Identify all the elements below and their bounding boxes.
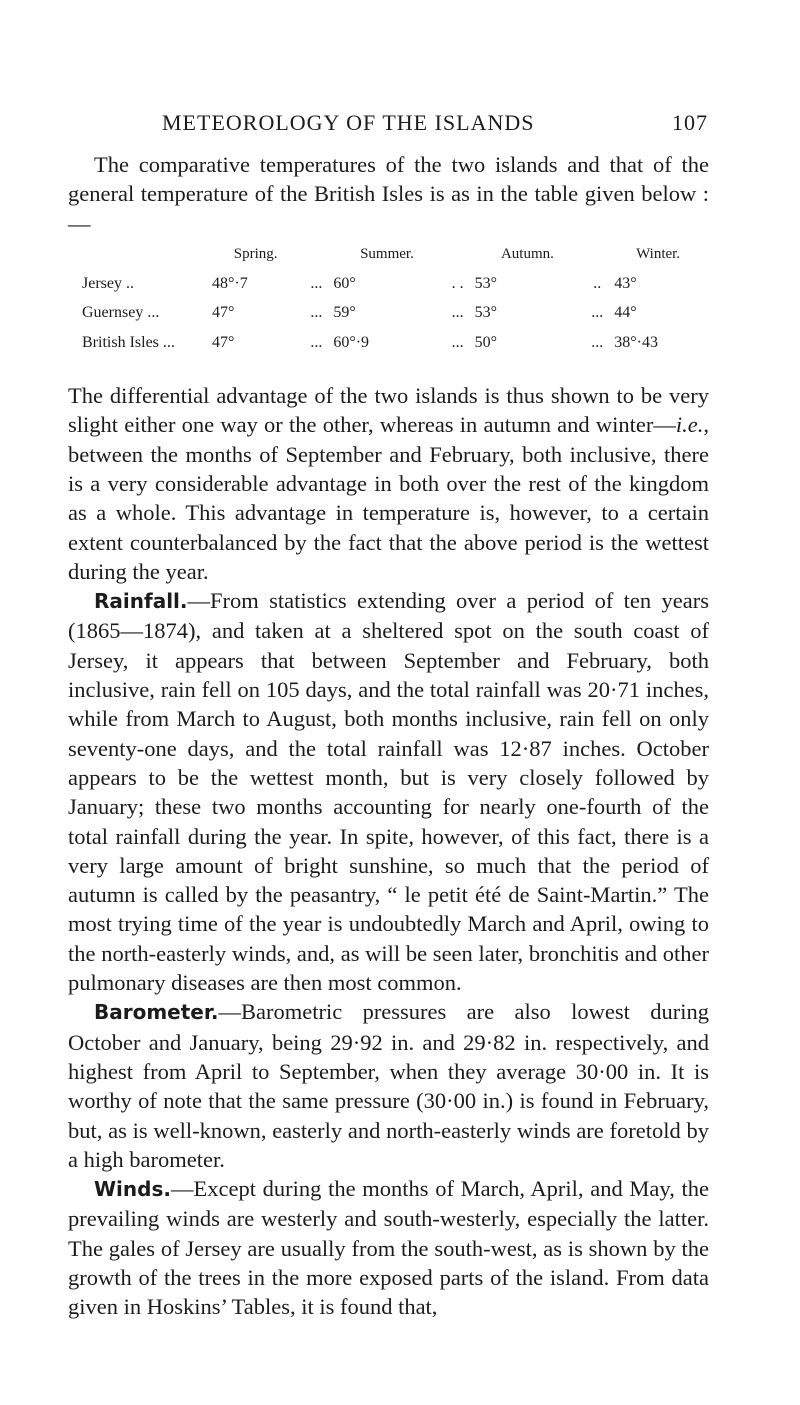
body-text	[68, 150, 709, 1322]
column-header-winter: Winter.	[636, 245, 681, 262]
rainfall-paragraph	[68, 586, 709, 997]
temperature-table	[82, 240, 702, 357]
leader-dots: ...	[591, 333, 604, 351]
summer-cell: 59°	[333, 304, 356, 322]
leader-dots: ..	[593, 275, 602, 293]
ie-abbreviation: i.e.	[675, 412, 704, 438]
spring-cell: 48°·7	[212, 275, 248, 293]
rainfall-text: —From statistics extending over a period of ten years (1865—1874), and taken at a sheltered spot on the south coast of Jersey, it appears that between September and February, both inclusive, rain fell on 105 days, and the total rainfall was 20·71 inches, while from March to August, both months inclusive, rain fell on only seventy-one days, and the total rainfall was 12·87 inches. October appears to be the wettest month, but is very closely followed by January; these two months accounting for nearly one-fourth of the total rainfall during the year. In spite, however, of this fact, there is a very large amount of bright sunshine, so much that the period of autumn is called by the peasantry, “ le petit été de Saint-Martin.” The most trying time of the year is undoubtedly March and April, owing to the north-easterly winds, and, as will be seen later, bronchitis and other pulmonary diseases are then most common.	[68, 588, 709, 996]
spring-cell: 47°	[212, 304, 235, 322]
column-header-spring: Spring.	[233, 245, 278, 262]
barometer-heading: Barometer.	[94, 1000, 219, 1025]
running-header	[68, 110, 708, 140]
differential-paragraph: The differential advantage of the two islands is thus shown to be very slight either one way or the other, whereas in autumn and winter—i.e., between the months of September and February, both inclusive, there is a very considerable advantage in both over the rest of the kingdom as a whole. This advantage in temperature is, however, to a certain extent counterbalanced by the fact that the above period is the wettest during the year.	[68, 383, 709, 584]
autumn-cell: 53°	[474, 275, 498, 293]
winds-text: —Except during the months of March, April, and May, the prevailing winds are westerly and south-westerly, especially the latter. The gales of Jersey are usually from the south-west, as is shown by the growth of the trees in the more exposed parts of the island. From data given in Hoskins’ Tables, it is found that,	[68, 1176, 709, 1320]
rainfall-heading: Rainfall.	[94, 589, 188, 614]
column-header-summer: Summer.	[360, 245, 414, 262]
place-cell: Jersey ..	[82, 275, 134, 293]
table-row	[82, 328, 702, 357]
barometer-text: —Barometric pressures are also lowest during October and January, being 29·92 in. and 29·82 in. respectively, and highest from April to September, when they average 30·00 in. It is worthy of note that the same pressure (30·00 in.) is found in February, but, as is well-known, easterly and north-easterly winds are foretold by a high barometer.	[68, 999, 709, 1172]
summer-cell: 60°·9	[333, 333, 370, 351]
place-cell: British Isles ...	[82, 333, 175, 351]
header-title: METEOROLOGY OF THE ISLANDS	[162, 110, 535, 135]
table-row	[82, 269, 702, 298]
winds-paragraph	[68, 1174, 709, 1321]
leader-dots: ...	[310, 304, 323, 322]
leader-dots: ...	[451, 333, 464, 351]
spring-cell: 47°	[212, 333, 235, 351]
leader-dots: . .	[451, 275, 464, 293]
leader-dots: ...	[310, 333, 323, 351]
leader-dots: ...	[591, 304, 604, 322]
leader-dots: ...	[310, 275, 323, 293]
page-number: 107	[672, 110, 708, 135]
column-header-autumn: Autumn.	[500, 245, 554, 262]
winter-cell: 38°·43	[614, 333, 658, 351]
autumn-cell: 53°	[474, 304, 498, 322]
barometer-paragraph	[68, 997, 709, 1174]
place-cell: Guernsey ...	[82, 304, 160, 322]
autumn-cell: 50°	[474, 333, 498, 351]
table-header-row	[82, 240, 702, 269]
leader-dots: ...	[451, 304, 464, 322]
table-row	[82, 298, 702, 327]
intro-paragraph: The comparative temperatures of the two islands and that of the general temperature of the British Isles is as in the table given below :—	[68, 152, 709, 236]
summer-cell: 60°	[333, 275, 356, 293]
winds-heading: Winds.	[94, 1177, 171, 1202]
winter-cell: 44°	[614, 304, 637, 322]
winter-cell: 43°	[614, 275, 637, 293]
